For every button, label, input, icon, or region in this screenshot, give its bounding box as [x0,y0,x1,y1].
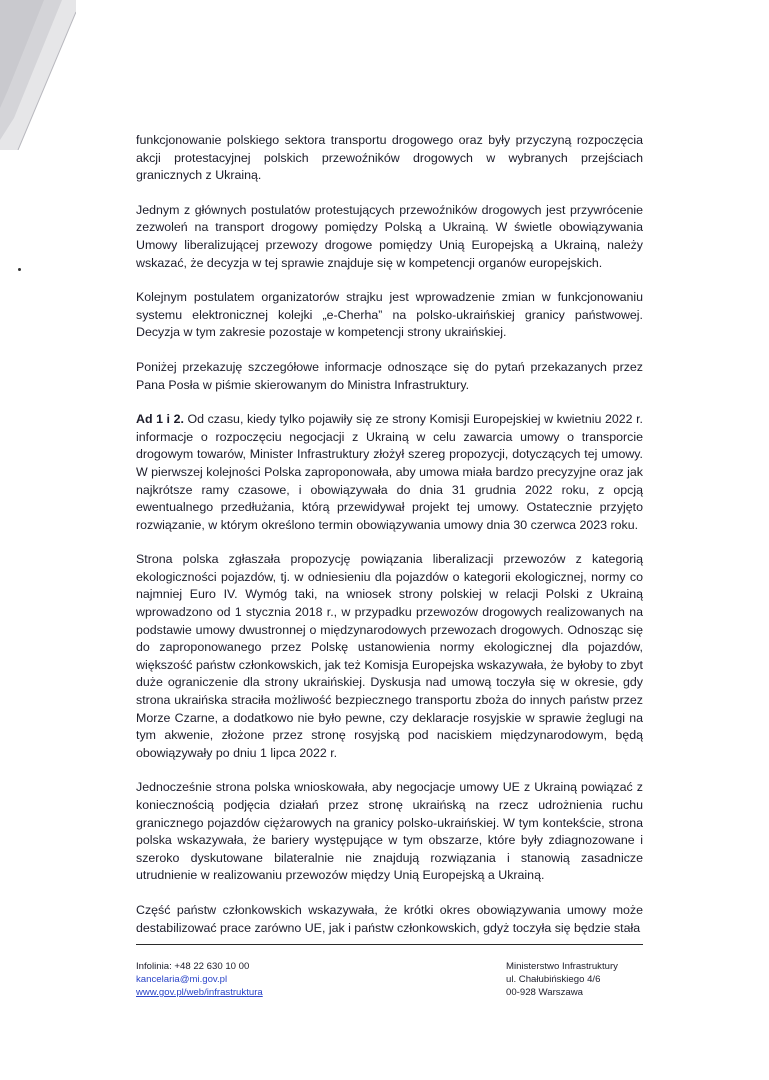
footer-institution: Ministerstwo Infrastruktury [506,961,618,972]
paragraph-3: Kolejnym postulatem organizatorów strajku jest wprowadzenie zmian w funkcjonowaniu systemu elektronicznej kolejki „e-Cherha” na polsko-ukraińskiej granicy państwowej. Decyzja w tym zakresie pozostaje w kompetencji strony ukraińskiej. [136,290,643,340]
letter-body [136,132,643,954]
footer-postal: 00-928 Warszawa [506,987,583,998]
paragraph-7: Jednocześnie strona polska wnioskowała, aby negocjacje umowy UE z Ukrainą powiązać z koniecznością podjęcia działań przez stronę ukraińską na rzecz udrożnienia ruchu granicznego pojazdów ciężarowych na granicy polsko-ukraińskiej. W tym kontekście, strona polska wskazywała, że bariery występujące w tym obszarze, które były zdiagnozowane i szeroko dyskutowane bilateralnie nie znajdują rozwiązania i stanowią zasadnicze utrudnienie w realizowaniu przewozów między Unią Europejską a Ukrainą. [136,780,643,883]
paragraph-5: Ad 1 i 2. Od czasu, kiedy tylko pojawiły się ze strony Komisji Europejskiej w kwietniu 2022 r. informacje o rozpoczęciu negocjacji z Ukrainą w celu zawarcia umowy o transporcie drogowym towarów, Minister Infrastruktury złożył szereg propozycji, dotyczących tej umowy. W pierwszej kolejności Polska zaproponowała, aby umowa miała bardzo precyzyjne oraz jak najkrótsze ramy czasowe, i obowiązywała do dnia 31 grudnia 2022 roku, z opcją ewentualnego przedłużania, którą przewidywał projekt tej umowy. Ostatecznie przyjęto rozwiązanie, w którym określono termin obowiązywania umowy dnia 30 czerwca 2023 roku. [136,412,643,532]
footer-phone: Infolinia: +48 22 630 10 00 [136,961,250,972]
footer-address [506,960,618,999]
page-fold-shadow [0,0,76,150]
footer-contact [136,960,263,999]
footer-website-link[interactable]: www.gov.pl/web/infrastruktura [136,987,263,998]
paragraph-4: Poniżej przekazuję szczegółowe informacje odnoszące się do pytań przekazanych przez Pana Posła w piśmie skierowanym do Ministra Infrastruktury. [136,359,643,392]
footer-divider [136,944,643,945]
paragraph-2: Jednym z głównych postulatów protestujących przewoźników drogowych jest przywrócenie zezwoleń na transport drogowy pomiędzy Polską a Ukrainą. W świetle obowiązywania Umowy liberalizującej przewozy drogowe pomiędzy Unią Europejską a Ukrainą, należy wskazać, że decyzja w tej sprawie znajduje się w kompetencji organów europejskich. [136,202,643,270]
paragraph-6: Strona polska zgłaszała propozycję powiązania liberalizacji przewozów z kategorią ekologiczności pojazdów, tj. w odniesieniu dla pojazdów o kategorii ekologicznej, normy co najmniej Euro IV. Wymóg taki, na wniosek strony polskiej w relacji Polski z Ukrainą wprowadzono od 1 stycznia 2018 r., w przypadku przewozów drogowych realizowanych na podstawie umowy dwustronnej o międzynarodowych przewozach drogowych. Odnosząc się do zaproponowanego przez Polskę ustanowienia normy ekologicznej dla pojazdów, większość państw członkowskich, jak też Komisja Europejska wskazywała, że byłoby to zbyt duże ograniczenie dla strony ukraińskiej. Dyskusja nad umową toczyła się w okresie, gdy strona ukraińska straciła możliwość bezpiecznego transportu zboża do innych państw przez Morze Czarne, a dodatkowo nie było pewne, czy deklaracje rosyjskie w sprawie żeglugi na tym akwenie, złożone przez stronę rosyjską pod naciskiem międzynarodowym, będą obowiązywały po dniu 1 lipca 2022 r. [136,552,643,760]
scan-speck [18,268,21,271]
paragraph-1: funkcjonowanie polskiego sektora transportu drogowego oraz były przyczyną rozpoczęcia akcji protestacyjnej polskich przewoźników drogowych w wybranych przejściach granicznych z Ukrainą. [136,133,643,183]
footer-email-link[interactable]: kancelaria@mi.gov.pl [136,974,228,985]
paragraph-8: Część państw członkowskich wskazywała, że krótki okres obowiązywania umowy może destabilizować prace zarówno UE, jak i państw członkowskich, gdyż toczyła się będzie stała [136,902,643,935]
footer-street: ul. Chałubińskiego 4/6 [506,974,601,985]
